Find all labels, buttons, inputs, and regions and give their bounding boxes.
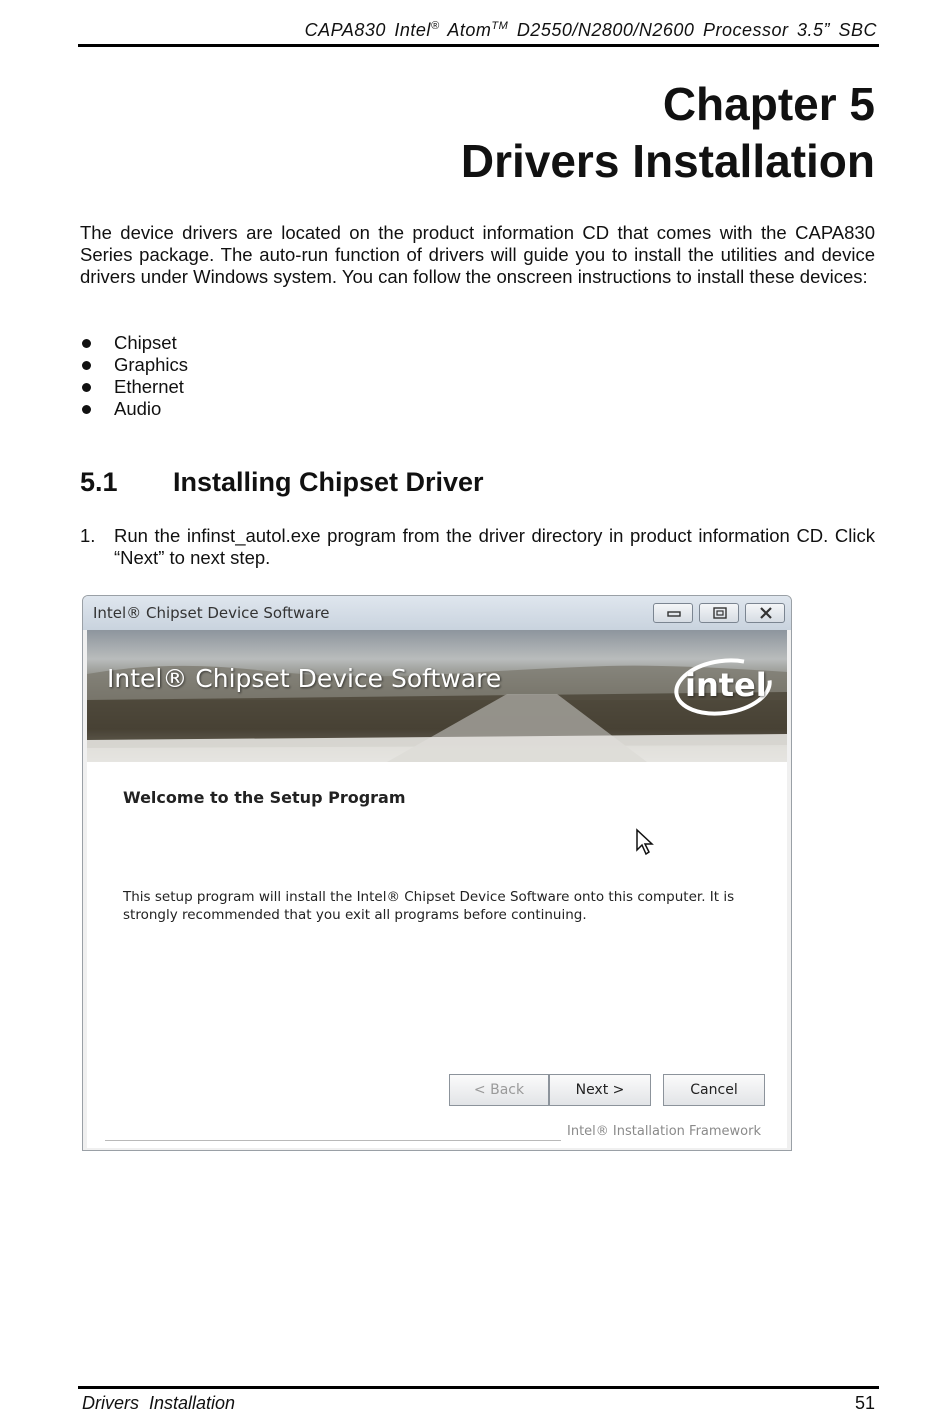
close-icon bbox=[758, 607, 774, 619]
framework-label: Intel® Installation Framework bbox=[567, 1124, 762, 1139]
intro-paragraph: The device drivers are located on the product information CD that comes with the CAPA830 Series package. The auto-run function of drivers will guide you to install the utilities and device drivers under Windows system. You can follow the onscreen instructions to install these devices: bbox=[80, 222, 875, 287]
intel-logo-text: intel bbox=[685, 666, 767, 704]
maximize-button[interactable] bbox=[699, 603, 739, 623]
header-product: CAPA830 bbox=[304, 20, 386, 40]
setup-dialog-screenshot bbox=[82, 595, 792, 1151]
header-atom: Atom bbox=[447, 20, 492, 40]
dialog-content bbox=[87, 762, 787, 1148]
list-item: Ethernet bbox=[80, 376, 188, 398]
section-heading bbox=[80, 467, 484, 498]
list-item: Graphics bbox=[80, 354, 188, 376]
dialog-titlebar bbox=[83, 596, 791, 630]
list-item: Audio bbox=[80, 398, 188, 420]
header-intel-registered: ® bbox=[430, 20, 440, 32]
dialog-window-title: Intel® Chipset Device Software bbox=[93, 604, 330, 622]
header-rule bbox=[78, 44, 879, 47]
header-intel: Intel bbox=[394, 20, 431, 40]
footer-section: Drivers Installation bbox=[82, 1393, 236, 1413]
intel-logo bbox=[673, 656, 773, 718]
mouse-cursor-icon bbox=[635, 828, 655, 856]
footer-rule bbox=[78, 1386, 879, 1389]
chapter-title bbox=[461, 76, 875, 190]
setup-description: This setup program will install the Intel® Chipset Device Software onto this computer. It is strongly recommended that you exit all programs before continuing. bbox=[123, 889, 735, 923]
minimize-button[interactable] bbox=[653, 603, 693, 623]
welcome-heading: Welcome to the Setup Program bbox=[123, 788, 406, 807]
section-number: 5.1 bbox=[80, 467, 118, 497]
page-header bbox=[305, 20, 877, 41]
step-number: 1. bbox=[80, 525, 96, 546]
minimize-icon bbox=[666, 607, 682, 619]
page-number: 51 bbox=[854, 1393, 875, 1413]
close-button[interactable] bbox=[745, 603, 785, 623]
banner-title: Intel® Chipset Device Software bbox=[107, 664, 502, 693]
step-text: Run the infinst_autol.exe program from the driver directory in product information CD. Click “Next” to next step. bbox=[114, 525, 875, 568]
chapter-name: Drivers Installation bbox=[460, 135, 875, 187]
next-button[interactable]: Next > bbox=[549, 1074, 651, 1106]
framework-divider bbox=[105, 1140, 561, 1141]
section-title: Installing Chipset Driver bbox=[173, 467, 484, 497]
device-list bbox=[80, 332, 188, 420]
header-atom-trademark: TM bbox=[491, 20, 509, 32]
maximize-icon bbox=[712, 607, 728, 619]
cancel-button[interactable]: Cancel bbox=[663, 1074, 765, 1106]
step-1 bbox=[80, 525, 875, 569]
dialog-banner bbox=[87, 630, 787, 762]
header-processor: D2550/N2800/N2600 Processor 3.5” SBC bbox=[516, 20, 877, 40]
list-item: Chipset bbox=[80, 332, 188, 354]
chapter-number: Chapter 5 bbox=[662, 78, 875, 130]
back-button[interactable]: < Back bbox=[449, 1074, 549, 1106]
